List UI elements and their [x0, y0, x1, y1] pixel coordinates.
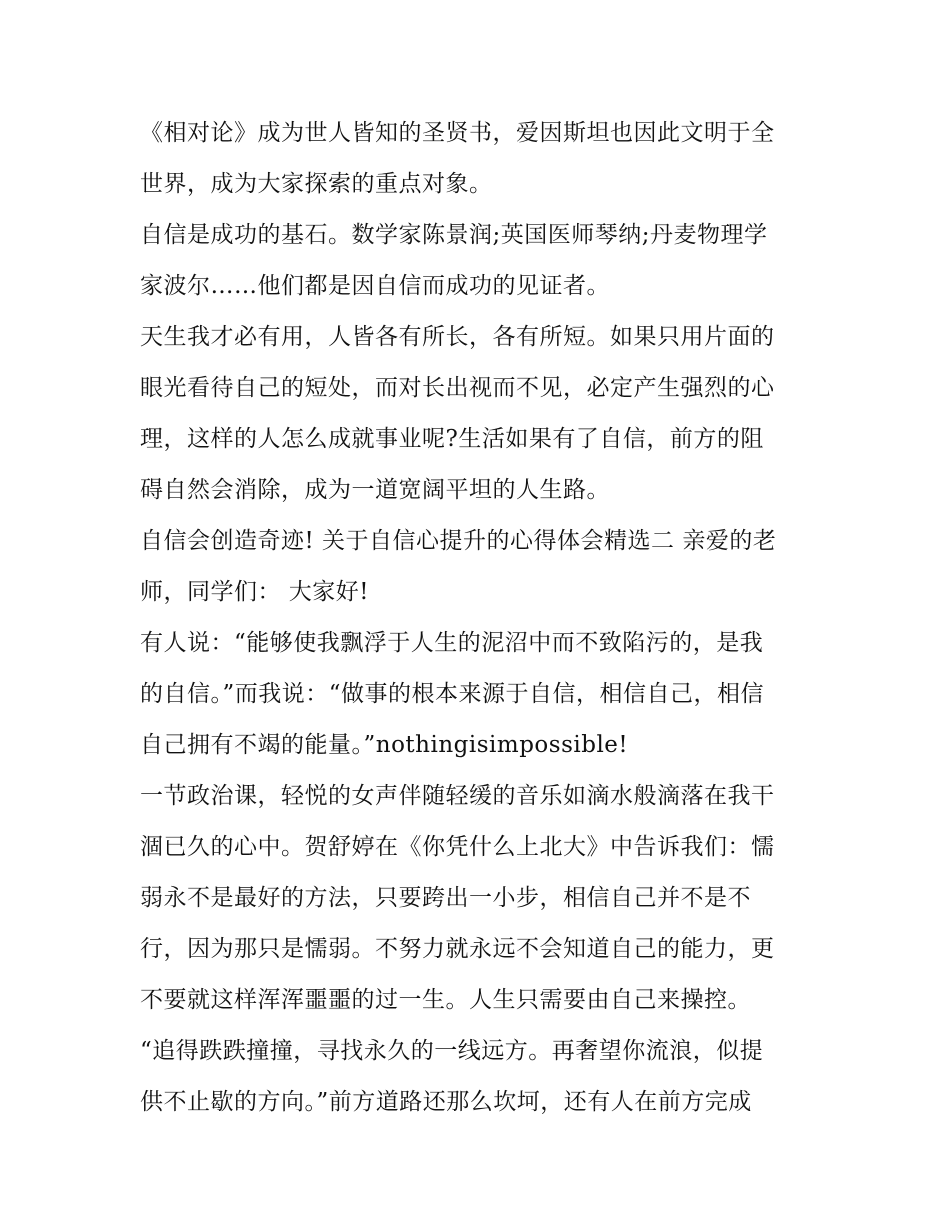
- text-line: 家波尔……他们都是因自信而成功的见证者。: [140, 273, 610, 299]
- text-line: 涸已久的心中。贺舒婷在《你凭什么上北大》中告诉我们：懦: [140, 834, 775, 860]
- text-line: 不要就这样浑浑噩噩的过一生。人生只需要由自己来操控。: [140, 987, 751, 1013]
- text-line: 一节政治课，轻悦的女声伴随轻缓的音乐如滴水般滴落在我干: [140, 783, 775, 809]
- text-line: 天生我才必有用，人皆各有所长，各有所短。如果只用片面的: [140, 324, 775, 350]
- text-line: 眼光看待自己的短处，而对长出视而不见，必定产生强烈的心: [140, 375, 775, 401]
- text-line: 世界，成为大家探索的重点对象。: [140, 171, 493, 197]
- text-line: “追得跌跌撞撞，寻找永久的一线远方。再奢望你流浪，似提: [140, 1038, 764, 1064]
- text-line: 有人说：“能够使我飘浮于人生的泥沼中而不致陷污的，是我: [140, 630, 764, 656]
- text-line: 的自信。”而我说：“做事的根本来源于自信，相信自己，相信: [140, 681, 765, 707]
- text-line: 自信是成功的基石。数学家陈景润;英国医师琴纳;丹麦物理学: [140, 222, 768, 248]
- text-line: 弱永不是最好的方法，只要跨出一小步，相信自己并不是不: [140, 885, 751, 911]
- text-line: 师，同学们： 大家好!: [140, 579, 370, 605]
- document-body: [140, 108, 820, 1128]
- text-line: 碍自然会消除，成为一道宽阔平坦的人生路。: [140, 477, 610, 503]
- text-line: 行，因为那只是懦弱。不努力就永远不会知道自己的能力，更: [140, 936, 775, 962]
- text-line: 供不止歇的方向。”前方道路还那么坎坷，还有人在前方完成: [140, 1089, 752, 1115]
- text-line: 自信会创造奇迹! 关于自信心提升的心得体会精选二 亲爱的老: [140, 528, 777, 554]
- text-line: 自己拥有不竭的能量。”nothingisimpossible!: [140, 732, 629, 758]
- text-line: 理，这样的人怎么成就事业呢?生活如果有了自信，前方的阻: [140, 426, 764, 452]
- text-line: 《相对论》成为世人皆知的圣贤书，爱因斯坦也因此文明于全: [140, 120, 775, 146]
